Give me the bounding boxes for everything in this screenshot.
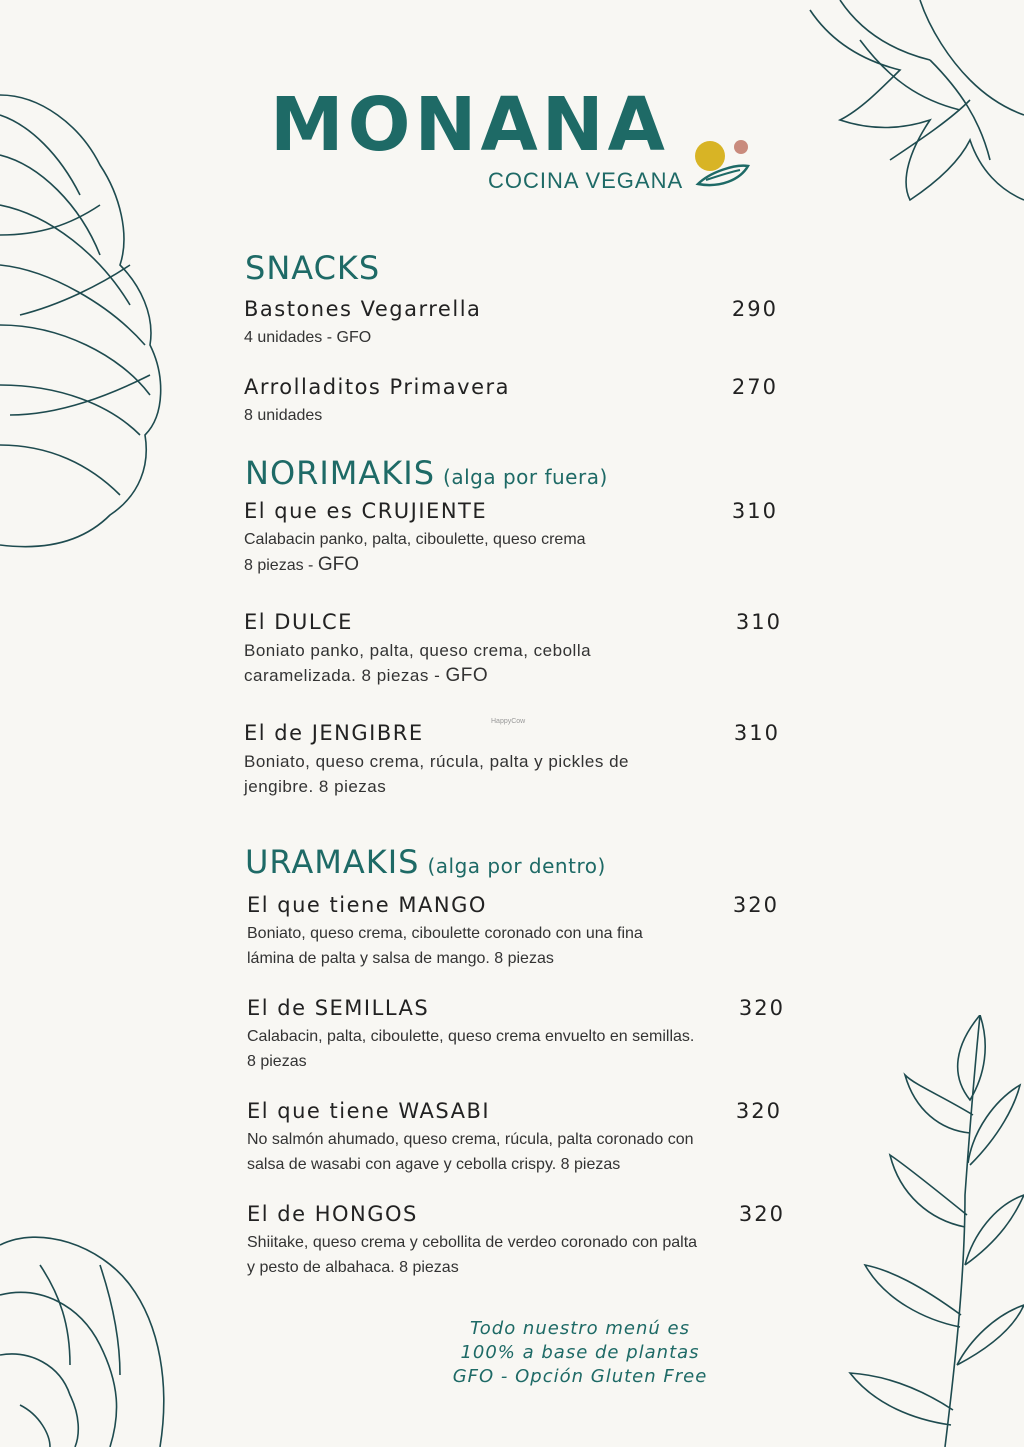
item-description: 8 unidades — [244, 407, 323, 424]
item-price: 320 — [732, 893, 779, 917]
item-name: El de HONGOS — [247, 1202, 418, 1226]
monstera-leaf-illustration — [800, 0, 1024, 230]
menu-item — [247, 996, 785, 1074]
section-note: (alga por dentro) — [427, 854, 606, 878]
menu-item — [247, 893, 779, 971]
footer-line: Todo nuestro menú es — [469, 1318, 690, 1339]
item-name: Arrolladitos Primavera — [244, 375, 510, 399]
item-description: Boniato panko, palta, queso crema, cebolla caramelizada. 8 piezas - GFO — [244, 641, 592, 686]
menu-item — [244, 297, 778, 350]
item-description: Boniato, queso crema, ciboulette coronado con una fina lámina de palta y salsa de mango. 8 piezas — [247, 925, 643, 967]
item-price: 320 — [735, 1099, 782, 1123]
item-name: El que tiene WASABI — [247, 1099, 491, 1123]
menu-item — [244, 610, 782, 688]
gfo-badge: GFO — [317, 554, 359, 575]
item-name: El que es CRUJIENTE — [244, 499, 488, 523]
monstera-leaf-bottom-illustration — [0, 1205, 180, 1447]
section-title-norimakis: NORIMAKIS (alga por fuera) — [245, 454, 608, 492]
item-name: El de JENGIBRE — [244, 721, 424, 745]
menu-item — [247, 1099, 782, 1177]
brand-tagline: COCINA VEGANA — [488, 168, 684, 193]
menu-item — [247, 1202, 785, 1280]
item-price: 310 — [735, 610, 782, 634]
item-name: Bastones Vegarrella — [244, 297, 482, 321]
section-title-snacks: SNACKS — [245, 249, 381, 287]
item-price: 290 — [731, 297, 778, 321]
brand-logo-mark — [690, 132, 750, 192]
item-price: 270 — [731, 375, 778, 399]
item-description: 4 unidades - GFO — [244, 329, 372, 346]
watermark: HappyCow — [491, 718, 526, 725]
item-price: 310 — [733, 721, 780, 745]
item-price: 320 — [738, 996, 785, 1020]
item-description: Boniato, queso crema, rúcula, palta y pickles de jengibre. 8 piezas — [244, 752, 629, 796]
section-note: (alga por fuera) — [443, 465, 608, 489]
item-name: El de SEMILLAS — [247, 996, 430, 1020]
item-description: Shiitake, queso crema y cebollita de verdeo coronado con palta y pesto de albahaca. 8 piezas — [247, 1234, 698, 1276]
fan-leaf-illustration — [0, 85, 170, 555]
item-description: Calabacin, palta, ciboulette, queso crema envuelto en semillas. 8 piezas — [247, 1028, 695, 1070]
item-price: 310 — [731, 499, 778, 523]
item-price: 320 — [738, 1202, 785, 1226]
footer-line: GFO - Opción Gluten Free — [452, 1366, 708, 1387]
item-name: El DULCE — [244, 610, 353, 634]
item-description: No salmón ahumado, queso crema, rúcula, palta coronado con salsa de wasabi con agave y cebolla crispy. 8 piezas — [247, 1131, 694, 1173]
menu-item — [244, 721, 780, 799]
footer-note — [440, 1317, 720, 1389]
menu-item — [244, 375, 778, 428]
brand-logo-text: MONANA — [270, 82, 669, 168]
section-title-uramakis: URAMAKIS (alga por dentro) — [245, 843, 606, 881]
fern-branch-illustration — [845, 1015, 1024, 1447]
gfo-badge: GFO — [445, 665, 489, 686]
item-name: El que tiene MANGO — [247, 893, 487, 917]
menu-item — [244, 499, 778, 578]
item-description: Calabacin panko, palta, ciboulette, queso crema 8 piezas - GFO — [244, 531, 586, 575]
footer-line: 100% a base de plantas — [460, 1342, 700, 1363]
